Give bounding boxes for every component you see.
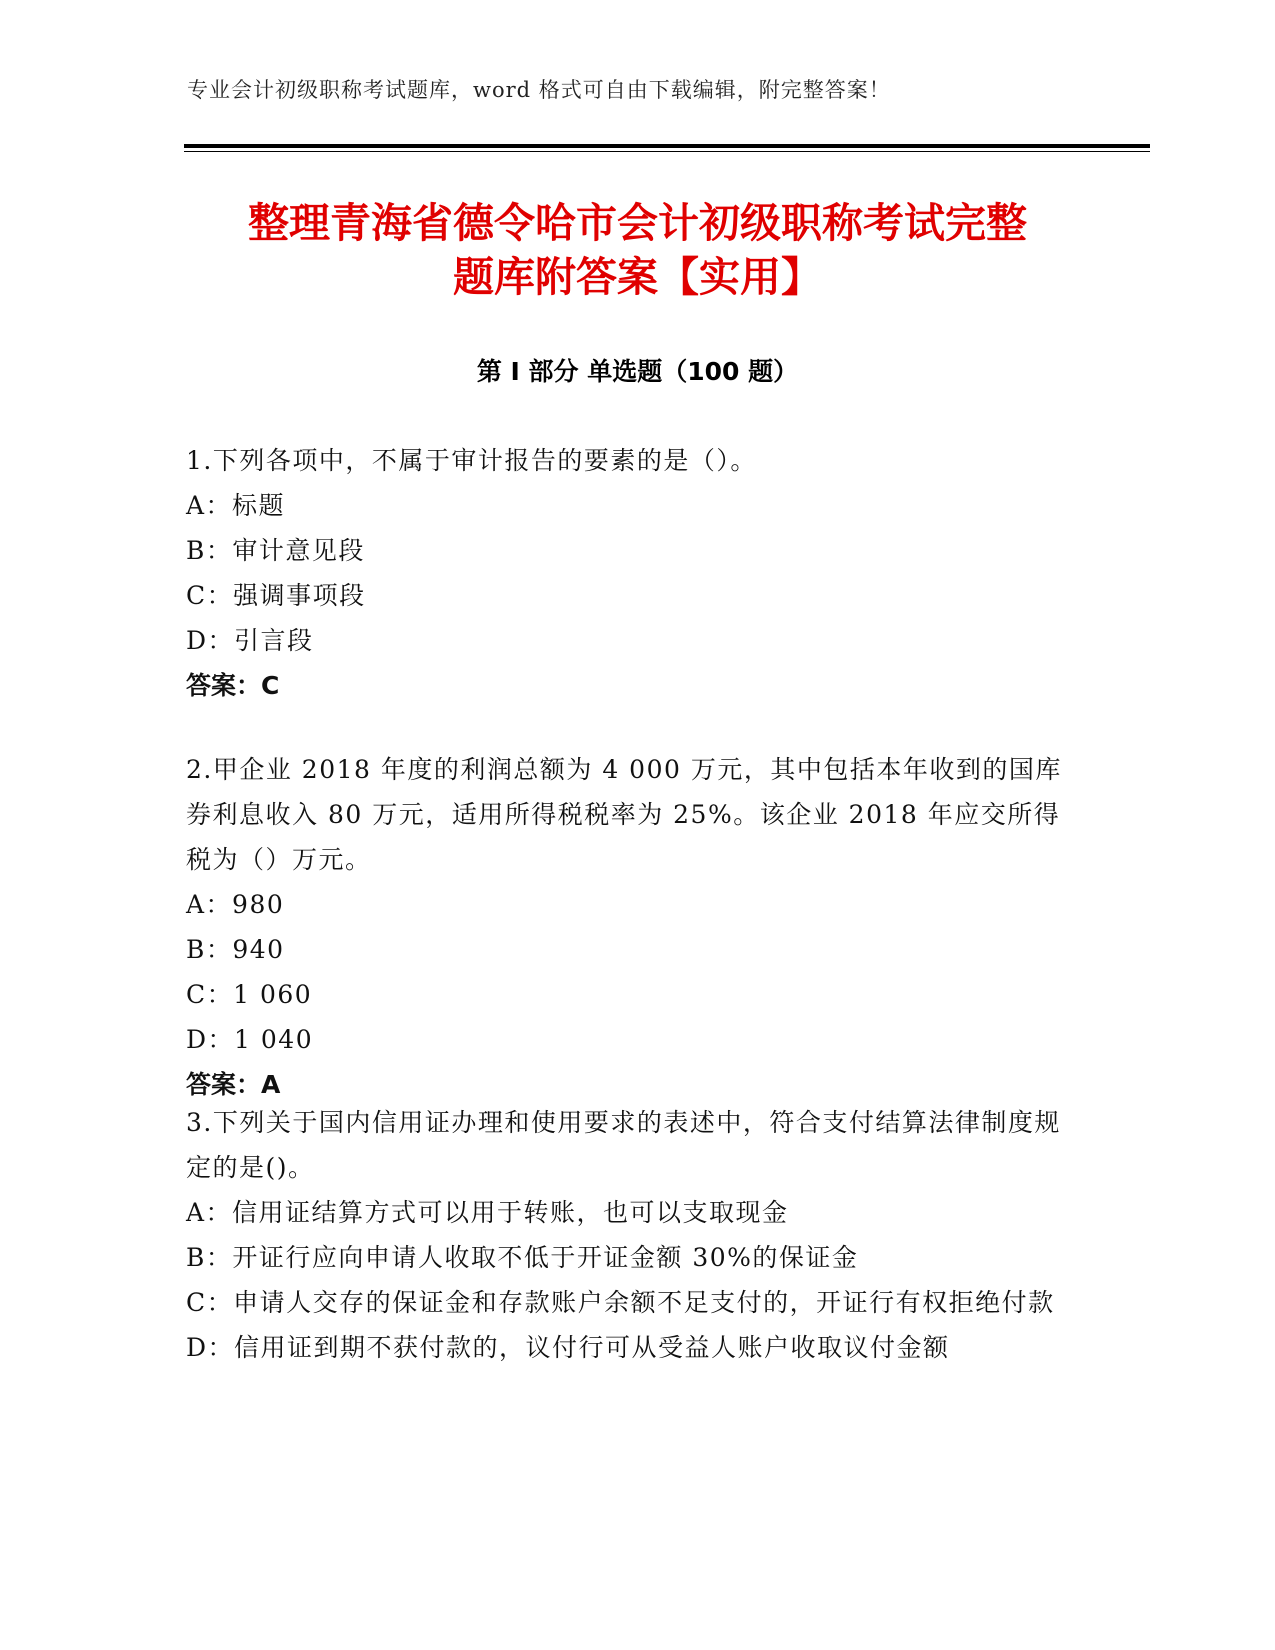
- header-rule-thick: [184, 144, 1150, 148]
- option-c: C：申请人交存的保证金和存款账户余额不足支付的，开证行有权拒绝付款: [186, 1288, 1055, 1317]
- option-a: A：标题: [186, 491, 286, 520]
- option-d: D：引言段: [186, 626, 314, 655]
- option-b: B：开证行应向申请人收取不低于开证金额 30%的保证金: [186, 1243, 859, 1272]
- option-a: A：980: [186, 890, 285, 919]
- document-title-line-1: 整理青海省德令哈市会计初级职称考试完整: [248, 199, 1027, 247]
- question-stem: 3.下列关于国内信用证办理和使用要求的表述中，符合支付结算法律制度规定的是()。: [186, 1108, 1061, 1182]
- document-title-line-2: 题库附答案【实用】: [453, 253, 822, 301]
- header-rule-thin: [184, 151, 1150, 152]
- question-1: [186, 438, 1086, 708]
- answer: 答案：C: [186, 671, 280, 700]
- option-b: B：940: [186, 935, 285, 964]
- option-b: B：审计意见段: [186, 536, 365, 565]
- question-2: [186, 747, 1086, 1107]
- option-a: A：信用证结算方式可以用于转账，也可以支取现金: [186, 1198, 789, 1227]
- document-title: [160, 196, 1115, 304]
- option-c: C：1 060: [186, 980, 313, 1009]
- question-3: [186, 1100, 1086, 1370]
- option-d: D：1 040: [186, 1025, 314, 1054]
- option-d: D：信用证到期不获付款的，议付行可从受益人账户收取议付金额: [186, 1333, 950, 1362]
- option-c: C：强调事项段: [186, 581, 366, 610]
- section-title: 第 I 部分 单选题（100 题）: [476, 357, 799, 386]
- question-stem: 2.甲企业 2018 年度的利润总额为 4 000 万元，其中包括本年收到的国库券利息收入 80 万元，适用所得税税率为 25%。该企业 2018 年应交所得税为（）万元。: [186, 755, 1062, 874]
- question-stem: 1.下列各项中，不属于审计报告的要素的是（）。: [186, 446, 757, 475]
- header-note: 专业会计初级职称考试题库，word 格式可自由下载编辑，附完整答案！: [187, 78, 891, 102]
- answer: 答案：A: [186, 1070, 281, 1099]
